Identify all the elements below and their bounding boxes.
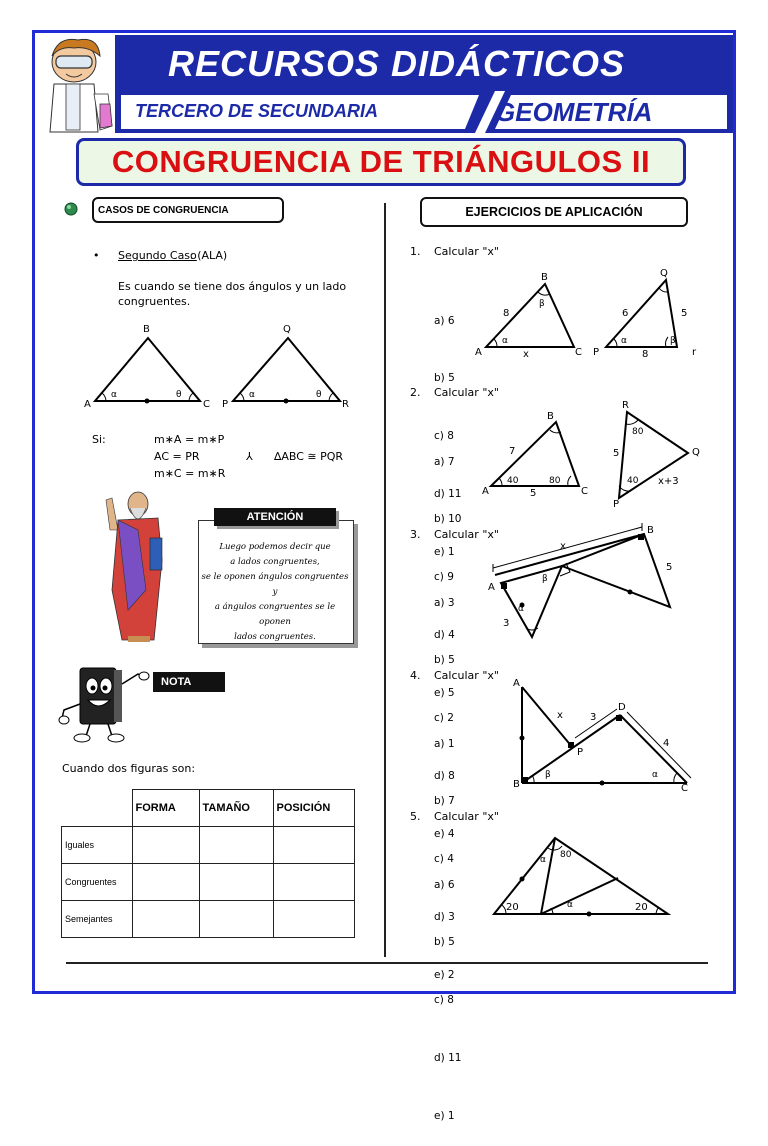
ex4-D: D — [618, 702, 626, 713]
ex5-alpha1: α — [540, 855, 546, 865]
ex3-prompt: Calcular "x" — [434, 528, 499, 541]
ex3-B: B — [647, 525, 654, 536]
ex2-C: C — [581, 486, 588, 497]
tri1-alpha: α — [111, 390, 117, 400]
table-cell[interactable] — [273, 864, 354, 901]
option[interactable]: b) 7 — [434, 795, 455, 808]
option[interactable]: c) 8 — [434, 994, 454, 1007]
table-cell[interactable] — [273, 827, 354, 864]
table-cell[interactable] — [199, 864, 273, 901]
ejercicios-section-label-box — [420, 197, 688, 227]
ex2-P: P — [613, 499, 620, 510]
implies-symbol: ⅄ — [246, 450, 253, 463]
header-subject: GEOMETRÍA — [495, 97, 653, 127]
option[interactable]: e) 4 — [434, 828, 455, 841]
atencion-text — [200, 540, 350, 645]
option[interactable]: d) 11 — [434, 488, 462, 501]
ex5-options — [434, 837, 461, 1146]
ex2-R: R — [622, 400, 629, 411]
table-cell[interactable] — [199, 827, 273, 864]
ex2-r80: 80 — [632, 427, 644, 437]
case-suffix: : (ALA) — [190, 249, 228, 262]
ex1-side5: 5 — [681, 308, 688, 319]
tri1-B: B — [143, 324, 150, 335]
ex2-r40: 40 — [627, 476, 639, 486]
tri1-A: A — [84, 399, 91, 410]
option[interactable]: e) 5 — [434, 687, 455, 700]
option[interactable]: b) 5 — [434, 654, 455, 667]
case-desc-2: congruentes. — [118, 295, 191, 308]
ex4-C: C — [681, 783, 688, 794]
philosopher-icon — [98, 490, 176, 645]
atencion-line: lados congruentes. — [234, 632, 316, 642]
ex5-angle20a: 20 — [506, 902, 519, 913]
tri1-theta: θ — [176, 390, 182, 400]
option[interactable]: a) 1 — [434, 737, 455, 750]
atencion-label: ATENCIÓN — [214, 508, 336, 526]
table-corner — [62, 790, 133, 827]
case-desc-1: Es cuando se tiene dos ángulos y un lado — [118, 280, 347, 293]
ex3-x: x — [560, 541, 566, 552]
col-tamano: TAMAÑO — [199, 790, 273, 827]
casos-section-label: CASOS DE CONGRUENCIA — [98, 204, 229, 216]
bullet-globe-icon — [64, 202, 78, 216]
table-cell[interactable] — [199, 901, 273, 938]
option[interactable]: d) 3 — [434, 911, 455, 924]
ex2-B: B — [547, 411, 554, 422]
ex3-side3: 3 — [503, 618, 510, 629]
ex1-B: B — [541, 272, 548, 283]
ex3-alpha: α — [518, 604, 524, 614]
ex4-beta: β — [545, 770, 551, 780]
ex5-angle20b: 20 — [635, 902, 648, 913]
tri2-P: P — [222, 399, 229, 410]
ex1-A: A — [475, 347, 482, 358]
ex1-side8: 8 — [503, 308, 510, 319]
row-iguales: Iguales — [62, 827, 133, 864]
option[interactable]: a) 6 — [434, 878, 455, 891]
ex3-figure — [480, 520, 700, 650]
option[interactable]: e) 1 — [434, 1110, 455, 1123]
ex3-beta: β — [542, 574, 548, 584]
ex2-side7: 7 — [509, 446, 516, 457]
ex4-figure — [505, 675, 705, 800]
option[interactable]: c) 2 — [434, 712, 454, 725]
option[interactable]: b) 5 — [434, 372, 455, 385]
casos-section-label-box — [92, 197, 284, 223]
option[interactable]: c) 9 — [434, 571, 454, 584]
book-mascot-icon — [58, 664, 150, 746]
ex1-x: x — [523, 349, 529, 360]
page-title-box — [76, 138, 686, 186]
ex5-prompt: Calcular "x" — [434, 810, 499, 823]
ex2-side5: 5 — [530, 488, 537, 499]
ex4-side4: 4 — [663, 738, 670, 749]
table-cell[interactable] — [132, 901, 199, 938]
tri2-theta: θ — [316, 390, 322, 400]
ex2-r5: 5 — [613, 448, 620, 459]
ex1-beta2: β — [670, 336, 676, 346]
table-cell[interactable] — [132, 827, 199, 864]
bullet-dot: • — [93, 249, 100, 262]
ex2-angle80: 80 — [549, 476, 561, 486]
table-row — [62, 827, 355, 864]
header-grade: TERCERO DE SECUNDARIA — [135, 101, 379, 121]
ex1-figure — [470, 270, 710, 370]
option[interactable]: d) 11 — [434, 1052, 462, 1065]
conclusion: ∆ABC ≅ PQR — [274, 450, 344, 463]
ex1-prompt: Calcular "x" — [434, 245, 499, 258]
ex2-angle40: 40 — [507, 476, 519, 486]
figuras-text: Cuando dos figuras son: — [62, 762, 196, 775]
page-title: CONGRUENCIA DE TRIÁNGULOS II — [111, 144, 651, 179]
option[interactable]: a) 6 — [434, 314, 455, 327]
option[interactable]: b) 5 — [434, 936, 455, 949]
ex4-P: P — [577, 747, 584, 758]
bottom-rule — [66, 962, 708, 964]
table-row — [62, 901, 355, 938]
ex2-num: 2. — [410, 386, 421, 399]
ex4-prompt: Calcular "x" — [434, 669, 499, 682]
table-cell[interactable] — [273, 901, 354, 938]
ex2-xplus3: x+3 — [658, 476, 679, 487]
col-forma: FORMA — [132, 790, 199, 827]
nota-label: NOTA — [153, 672, 225, 692]
option[interactable]: d) 8 — [434, 770, 455, 783]
option[interactable]: a) 7 — [434, 455, 455, 468]
figures-table — [61, 789, 355, 938]
ex1-alpha2: α — [621, 336, 627, 346]
ex1-num: 1. — [410, 245, 421, 258]
option[interactable]: e) 2 — [434, 969, 455, 982]
atencion-line: se le oponen ángulos congruentes y — [201, 572, 349, 597]
table-cell[interactable] — [132, 864, 199, 901]
ex3-A: A — [488, 582, 495, 593]
option[interactable]: e) 1 — [434, 546, 455, 559]
case-title: Segundo Caso — [118, 249, 197, 262]
ejercicios-section-label: EJERCICIOS DE APLICACIÓN — [465, 205, 643, 219]
header-title: RECURSOS DIDÁCTICOS — [168, 43, 626, 84]
ex1-beta: β — [539, 299, 545, 309]
cond-1: m∗A = m∗P — [154, 433, 225, 446]
option[interactable]: c) 4 — [434, 853, 454, 866]
row-semejantes: Semejantes — [62, 901, 133, 938]
ex2-prompt: Calcular "x" — [434, 386, 499, 399]
tri2-R: R — [342, 399, 349, 410]
ex2-Q: Q — [692, 447, 700, 458]
triangle-abc — [80, 320, 220, 415]
tri2-alpha: α — [249, 390, 255, 400]
ex2-A: A — [482, 486, 489, 497]
table-header-row — [62, 790, 355, 827]
atencion-line: a lados congruentes, — [230, 557, 320, 567]
ex4-A: A — [513, 678, 520, 689]
ex3-num: 3. — [410, 528, 421, 541]
ex4-side3: 3 — [590, 712, 597, 723]
ex1-alpha: α — [502, 336, 508, 346]
atencion-line: Luego podemos decir que — [219, 542, 331, 552]
si-label: Si: — [92, 433, 106, 446]
ex4-B: B — [513, 779, 520, 790]
col-posicion: POSICIÓN — [273, 790, 354, 827]
ex5-num: 5. — [410, 810, 421, 823]
tri2-Q: Q — [283, 324, 291, 335]
column-divider — [384, 203, 386, 957]
ex1-C: C — [575, 347, 582, 358]
ex1-P: P — [593, 347, 600, 358]
atencion-line: a ángulos congruentes se le oponen — [214, 602, 336, 627]
scientist-icon — [38, 34, 118, 134]
ex4-num: 4. — [410, 669, 421, 682]
ex1-r: r — [692, 347, 697, 358]
cond-2: AC = PR — [154, 450, 200, 463]
ex1-side6: 6 — [622, 308, 629, 319]
option[interactable]: d) 4 — [434, 629, 455, 642]
ex4-x: x — [557, 710, 563, 721]
option[interactable]: b) 10 — [434, 513, 462, 526]
table-row — [62, 864, 355, 901]
tri1-C: C — [203, 399, 210, 410]
ex5-alpha2: α — [567, 900, 573, 910]
ex5-angle80: 80 — [560, 850, 572, 860]
option[interactable]: a) 3 — [434, 596, 455, 609]
ex1-side8b: 8 — [642, 349, 649, 360]
option[interactable]: c) 8 — [434, 430, 454, 443]
cond-3: m∗C = m∗R — [154, 467, 226, 480]
ex4-alpha: α — [652, 770, 658, 780]
ex1-Q: Q — [660, 268, 668, 279]
ex3-side5: 5 — [666, 562, 673, 573]
row-congruentes: Congruentes — [62, 864, 133, 901]
